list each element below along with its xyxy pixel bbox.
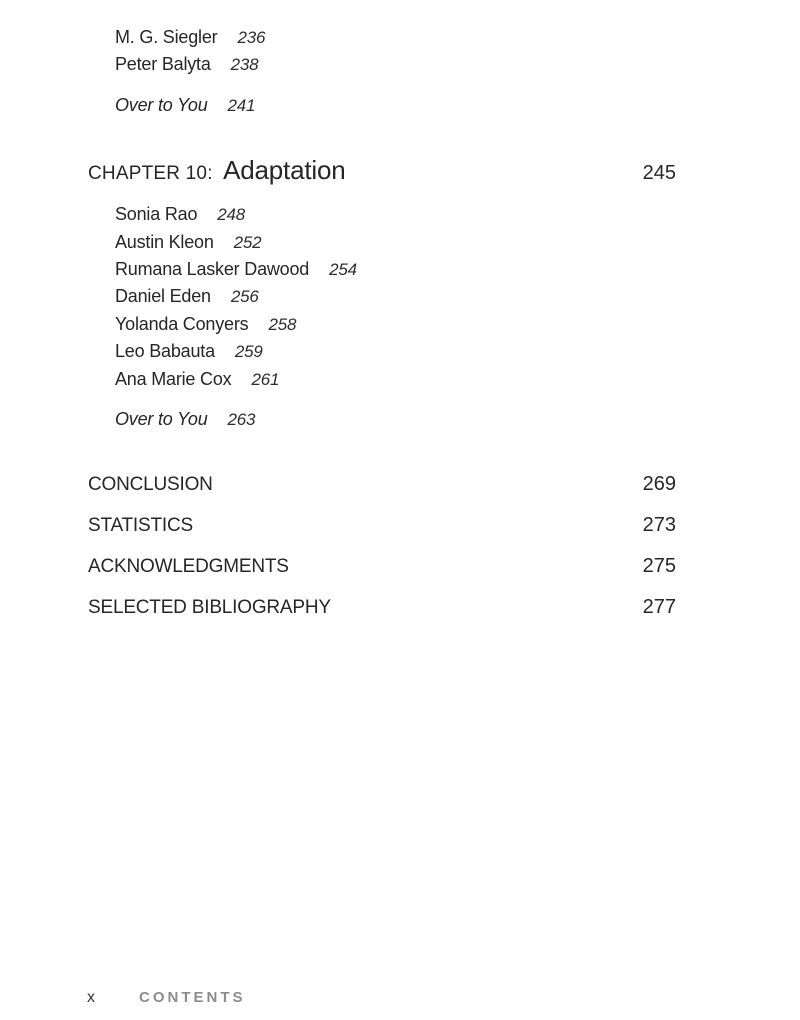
section-label: Over to You bbox=[115, 409, 208, 430]
entry-page-number: 261 bbox=[251, 369, 280, 389]
entry-page-number: 254 bbox=[329, 260, 357, 280]
section-label: Over to You bbox=[115, 94, 208, 115]
chapter-entries bbox=[88, 201, 676, 433]
over-to-you-entry bbox=[88, 92, 676, 119]
toc-entry bbox=[88, 311, 676, 338]
back-matter-title: ACKNOWLEDGMENTS bbox=[88, 556, 289, 578]
back-matter-page-number: 273 bbox=[642, 514, 676, 537]
over-to-you-entry bbox=[88, 406, 676, 433]
entry-page-number: 238 bbox=[230, 55, 259, 75]
toc-entry bbox=[88, 201, 676, 228]
contributor-name: Leo Babauta bbox=[115, 341, 215, 362]
entry-page-number: 263 bbox=[227, 410, 256, 430]
entry-page-number: 256 bbox=[230, 287, 259, 307]
running-head: CONTENTS bbox=[139, 989, 246, 1006]
toc-entry bbox=[88, 283, 676, 310]
back-matter-title: CONCLUSION bbox=[88, 474, 213, 496]
chapter-page-number: 245 bbox=[642, 162, 676, 185]
back-matter-list bbox=[88, 473, 676, 619]
back-matter-page-number: 269 bbox=[642, 473, 676, 496]
toc-entry bbox=[88, 51, 676, 78]
contributor-name: Yolanda Conyers bbox=[115, 313, 249, 334]
entry-page-number: 236 bbox=[237, 28, 266, 47]
toc-entry bbox=[88, 24, 676, 51]
folio-page-number: x bbox=[87, 989, 95, 1006]
back-matter-page-number: 275 bbox=[642, 555, 676, 578]
contributor-name: M. G. Siegler bbox=[115, 27, 218, 47]
back-matter-page-number: 277 bbox=[642, 596, 676, 619]
toc-entry bbox=[88, 366, 676, 393]
prev-chapter-entries bbox=[88, 24, 676, 119]
back-matter-title: SELECTED BIBLIOGRAPHY bbox=[88, 597, 331, 619]
contributor-name: Austin Kleon bbox=[115, 231, 214, 252]
toc-entry bbox=[88, 229, 676, 256]
entry-page-number: 258 bbox=[268, 314, 297, 334]
toc-entry bbox=[88, 338, 676, 365]
chapter-heading bbox=[88, 155, 345, 186]
contributor-name: Rumana Lasker Dawood bbox=[115, 259, 310, 280]
contributor-name: Sonia Rao bbox=[115, 204, 198, 225]
back-matter-row bbox=[88, 596, 676, 619]
toc-entry bbox=[88, 256, 676, 283]
chapter-heading-row bbox=[88, 155, 676, 186]
back-matter-title: STATISTICS bbox=[88, 515, 193, 537]
back-matter-row bbox=[88, 555, 676, 578]
entry-page-number: 248 bbox=[217, 205, 246, 225]
contributor-name: Peter Balyta bbox=[115, 54, 211, 75]
entry-page-number: 241 bbox=[227, 95, 256, 115]
chapter-title: Adaptation bbox=[223, 155, 346, 186]
entry-page-number: 259 bbox=[234, 342, 263, 362]
contributor-name: Ana Marie Cox bbox=[115, 368, 232, 389]
chapter-number-label: CHAPTER 10: bbox=[88, 163, 213, 185]
back-matter-row bbox=[88, 514, 676, 537]
back-matter-row bbox=[88, 473, 676, 496]
contributor-name: Daniel Eden bbox=[115, 286, 211, 307]
entry-page-number: 252 bbox=[233, 232, 262, 252]
page-footer bbox=[87, 989, 246, 1007]
